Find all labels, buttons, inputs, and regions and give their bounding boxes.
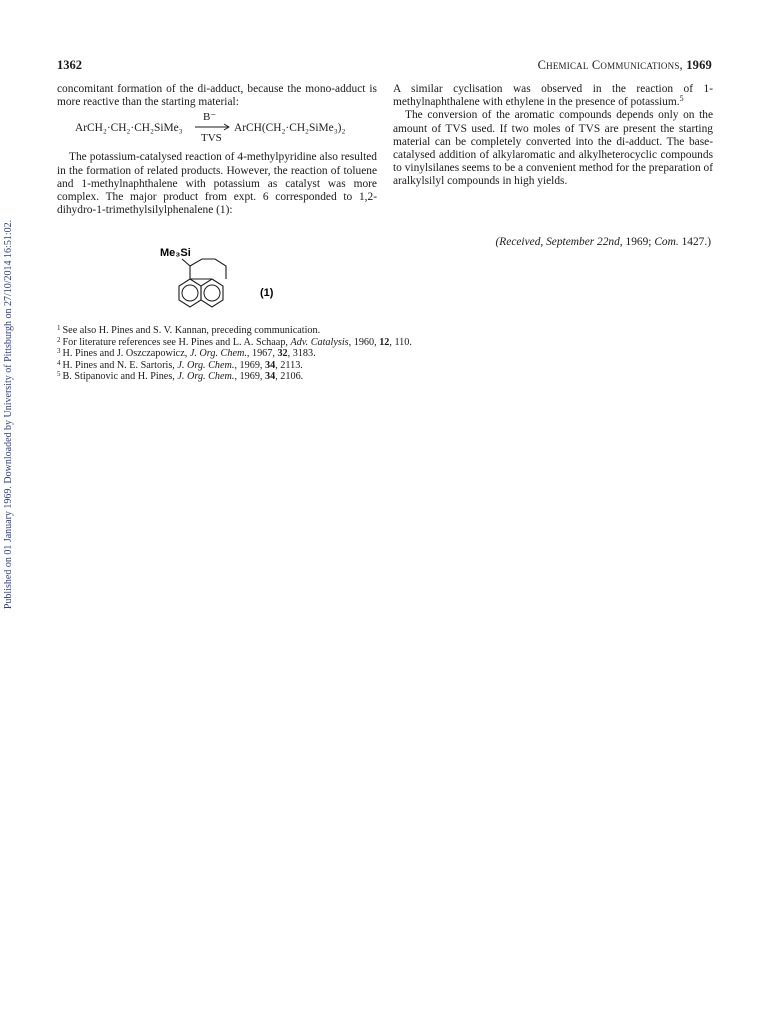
- equation-reactant: ArCH₂·CH₂·CH₂SiMe₃: [75, 122, 183, 135]
- reference-volume: 12: [379, 336, 390, 348]
- chemical-structure-1: [160, 246, 300, 318]
- right-column: [393, 83, 713, 189]
- reference-page: , 2106.: [275, 371, 304, 383]
- reference-journal: Adv. Catalysis: [290, 336, 349, 348]
- reference-authors: H. Pines and N. E. Sartoris,: [62, 359, 178, 371]
- reference-volume: 34: [265, 359, 276, 371]
- received-prefix: (Received, September 22nd,: [495, 236, 623, 248]
- reference-year: , 1960,: [348, 336, 380, 348]
- reference-journal: J. Org. Chem.: [177, 371, 235, 383]
- structure-number-label: (1): [260, 287, 274, 299]
- phenalene-structure-icon: [160, 246, 300, 318]
- reference-item: [57, 360, 577, 372]
- left-column: [57, 83, 377, 217]
- reference-item: [57, 325, 577, 337]
- received-com: Com.: [654, 236, 679, 248]
- right-paragraph-2: The conversion of the aromatic compounds depends only on the amount of TVS used. If two moles of TVS are present the starting material can be completely converted into the di-adduct. The base-catalysed addition of alkylaromatic and alkylheterocyclic compounds to vinylsilanes seems to be a convenient method for the preparation of aralkylsilyl compounds in high yields.: [393, 109, 713, 188]
- reaction-equation: [57, 111, 377, 145]
- journal-title: [538, 58, 712, 73]
- reference-number: 3: [57, 347, 61, 356]
- reference-year: , 1969,: [234, 371, 266, 383]
- citation-5: 5: [679, 94, 684, 104]
- left-paragraph-1: concomitant formation of the di-adduct, because the mono-adduct is more reactive than the starting material:: [57, 83, 377, 109]
- reference-number: 5: [57, 370, 61, 379]
- equation-reagent: TVS: [201, 132, 222, 145]
- reference-page: , 2113.: [275, 359, 303, 371]
- reference-item: [57, 337, 577, 349]
- equation-catalyst: B⁻: [203, 111, 217, 124]
- reference-number: 2: [57, 335, 61, 344]
- reference-text: See also H. Pines and S. V. Kannan, preceding communication.: [62, 325, 321, 336]
- download-notice-text: Published on 01 January 1969. Downloaded by University of Pittsburgh on 27/10/2014 16:51:02.: [3, 219, 15, 609]
- journal-year: 1969: [686, 58, 712, 72]
- received-year: 1969;: [625, 236, 652, 248]
- reference-authors: For literature references see H. Pines and L. A. Schaap,: [62, 336, 291, 348]
- download-notice-sidebar: [2, 208, 16, 620]
- reference-page: , 3183.: [287, 348, 316, 360]
- right-paragraph-1: [393, 83, 713, 109]
- reference-volume: 34: [265, 371, 276, 383]
- reference-year: , 1967,: [246, 348, 278, 360]
- reference-authors: H. Pines and J. Oszczapowicz,: [62, 348, 190, 360]
- references-list: [57, 325, 577, 383]
- reference-number: 1: [57, 324, 61, 332]
- reference-journal: J. Org. Chem.: [177, 359, 235, 371]
- reference-authors: B. Stipanovic and H. Pines,: [62, 371, 178, 383]
- reference-number: 4: [57, 358, 61, 367]
- reference-volume: 32: [277, 348, 288, 360]
- reference-item: [57, 348, 577, 360]
- reference-item: [57, 371, 577, 383]
- journal-name: Chemical Communications,: [537, 58, 683, 72]
- received-date: [496, 236, 711, 248]
- left-paragraph-2: The potassium-catalysed reaction of 4-methylpyridine also resulted in the formation of related products. However, the reaction of toluene and 1-methylnaphthalene with potassium as catalyst was more complex. The major product from expt. 6 corresponded to 1,2-dihydro-1-trimethylsilylphenalene (1):: [57, 151, 377, 217]
- reference-year: , 1969,: [234, 359, 266, 371]
- received-number: 1427.): [681, 236, 711, 248]
- right-paragraph-1-text: A similar cyclisation was observed in the reaction of 1-methylnaphthalene with ethylene in the presence of potassium.: [393, 83, 713, 109]
- silyl-substituent-label: Me₃Si: [160, 247, 191, 259]
- page-number: 1362: [57, 58, 82, 72]
- reference-journal: J. Org. Chem.: [189, 348, 247, 360]
- reference-page: , 110.: [389, 336, 412, 348]
- page-header: [57, 58, 712, 74]
- equation-product: ArCH(CH₂·CH₂SiMe₃)₂: [234, 122, 346, 135]
